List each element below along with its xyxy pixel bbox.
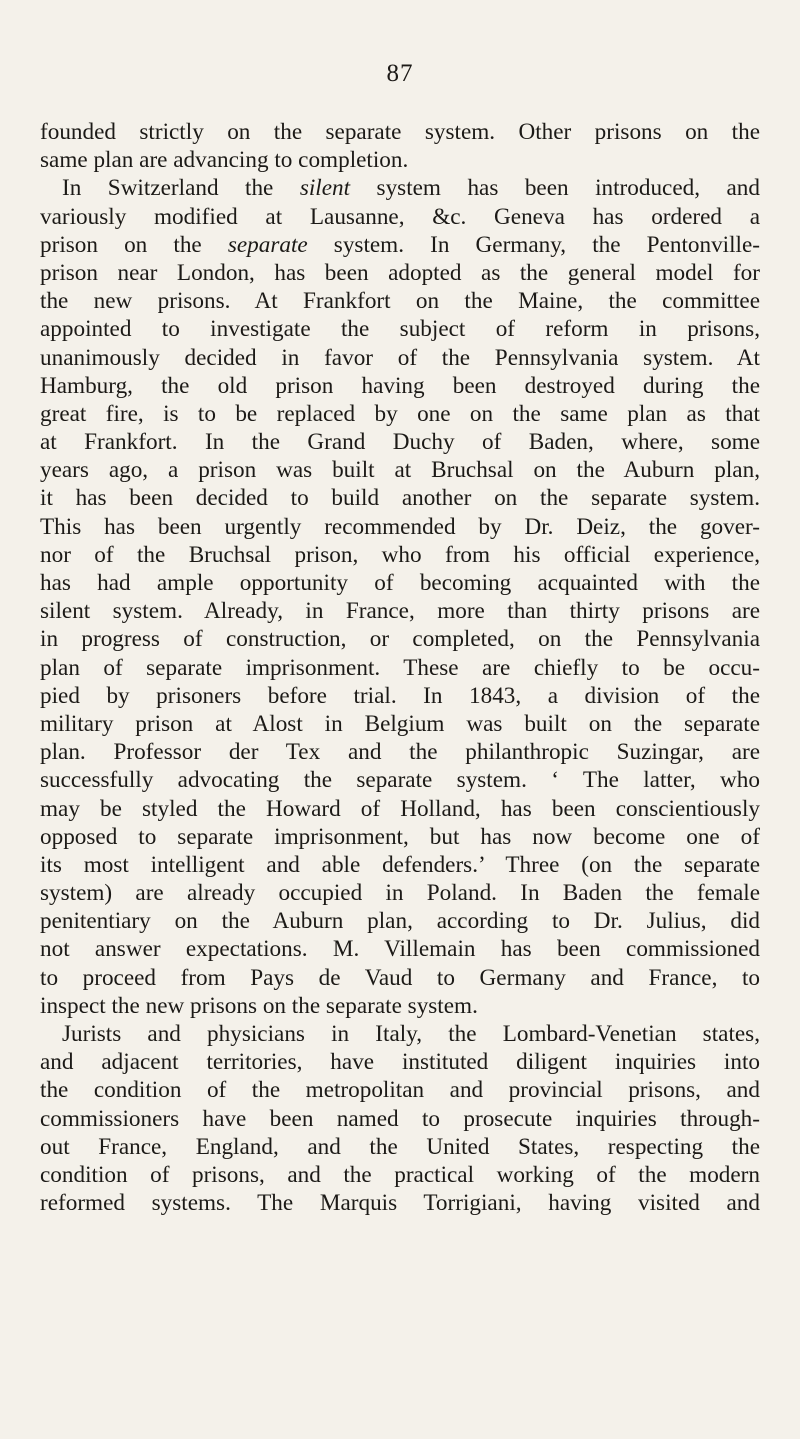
text-line: out France, England, and the United States, respecting the <box>40 1133 760 1160</box>
text-line: This has been urgently recommended by Dr. Deiz, the gover- <box>40 513 760 540</box>
text-line: has had ample opportunity of becoming acquainted with the <box>40 570 760 596</box>
text-line: nor of the Bruchsal prison, who from his official experience, <box>40 541 760 568</box>
text-line: penitentiary on the Auburn plan, according to Dr. Julius, did <box>40 908 760 935</box>
text-line: unanimously decided in favor of the Pennsylvania system. At <box>40 344 760 371</box>
text-line: successfully advocating the separate system. ‘ The latter, who <box>40 767 760 794</box>
italic-word: silent <box>299 175 351 202</box>
text-line: in progress of construction, or completed, on the Pennsylvania <box>40 626 760 653</box>
text-line: plan of separate imprisonment. These are chiefly to be occu- <box>40 654 760 681</box>
text-line: opposed to separate imprisonment, but has now become one of <box>40 823 760 850</box>
text-line: In Switzerland the silent system has been introduced, and <box>62 175 760 202</box>
text-line: years ago, a prison was built at Bruchsal on the Auburn plan, <box>40 457 760 484</box>
text-line: plan. Professor der Tex and the philanthropic Suzingar, are <box>40 739 760 766</box>
text-line: prison on the separate system. In Germany, the Pentonville- <box>40 231 761 258</box>
text-line: reformed systems. The Marquis Torrigiani, having visited and <box>40 1190 760 1217</box>
text-line: silent system. Already, in France, more than thirty prisons are <box>40 598 760 625</box>
page-number: 87 <box>386 60 414 87</box>
text-line: pied by prisoners before trial. In 1843, a division of the <box>40 682 760 709</box>
text-line: the new prisons. At Frankfort on the Maine, the committee <box>40 288 760 315</box>
text-line: condition of prisons, and the practical working of the modern <box>40 1161 760 1188</box>
text-line: it has been decided to build another on the separate system. <box>40 485 760 512</box>
text-line: founded strictly on the separate system. Other prisons on the <box>40 119 760 145</box>
text-line: prison near London, has been adopted as the general model for <box>40 259 760 286</box>
text-line: military prison at Alost in Belgium was built on the separate <box>40 710 760 737</box>
text-line: inspect the new prisons on the separate system. <box>40 992 478 1019</box>
text-line: variously modified at Lausanne, &c. Geneva has ordered a <box>40 203 760 230</box>
text-line: same plan are advancing to completion. <box>40 147 409 174</box>
text-line: Hamburg, the old prison having been destroyed during the <box>40 372 760 399</box>
text-line: not answer expectations. M. Villemain has been commissioned <box>40 936 760 963</box>
text-line: the condition of the metropolitan and provincial prisons, and <box>40 1077 760 1104</box>
text-line: to proceed from Pays de Vaud to Germany and France, to <box>40 964 760 991</box>
text-line: system) are already occupied in Poland. In Baden the female <box>40 880 760 907</box>
italic-word: separate <box>227 231 308 258</box>
text-line: great fire, is to be replaced by one on the same plan as that <box>40 400 760 427</box>
text-line: commissioners have been named to prosecute inquiries through- <box>40 1105 760 1132</box>
text-line: at Frankfort. In the Grand Duchy of Baden, where, some <box>40 429 760 456</box>
text-line: its most intelligent and able defenders.’ Three (on the separate <box>40 851 760 878</box>
text-line: may be styled the Howard of Holland, has been conscientiously <box>40 795 760 822</box>
body-text <box>40 118 760 1217</box>
text-line: Jurists and physicians in Italy, the Lombard-Venetian states, <box>62 1021 760 1047</box>
text-line: appointed to investigate the subject of reform in prisons, <box>40 316 760 343</box>
text-line: and adjacent territories, have instituted diligent inquiries into <box>40 1049 760 1076</box>
